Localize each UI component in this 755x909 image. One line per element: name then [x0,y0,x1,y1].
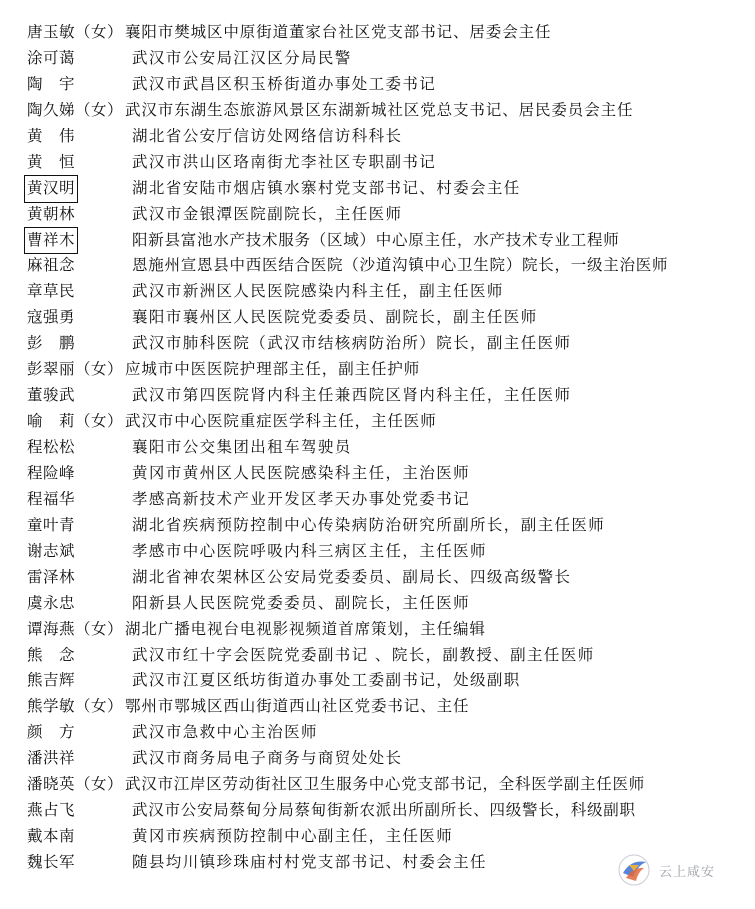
person-title: 武汉市中心医院重症医学科主任，主任医师 [125,412,437,431]
list-item [0,617,755,643]
list-item [0,253,755,279]
watermark-text: 云上咸安 [658,864,715,880]
person-name: 章草民 [27,282,76,301]
person-title: 应城市中医医院护理部主任，副主任护师 [125,360,421,379]
list-item [0,798,755,824]
list-item [0,383,755,409]
person-title: 襄阳市樊城区中原街道董家台社区党支部书记、居委会主任 [125,23,552,41]
list-item [0,487,755,513]
person-name: 燕占飞 [27,801,76,820]
person-title: 武汉市洪山区珞南街尤李社区专职副书记 [132,152,437,171]
person-title: 武汉市肺科医院（武汉市结核病防治所）院长，副主任医师 [132,334,572,353]
person-title: 随县均川镇珍珠庙村村党支部书记、村委会主任 [132,853,487,871]
person-title: 武汉市商务局电子商务与商贸处处长 [132,749,403,768]
person-name: 魏长军 [27,853,76,871]
person-title: 黄冈市疾病预防控制中心副主任，主任医师 [132,827,454,846]
person-name: 潘洪祥 [27,749,76,768]
person-name: 虞永忠 [27,593,76,612]
person-name: 黄 伟 [27,126,76,145]
list-item [0,228,755,254]
person-name: 彭翠丽（女） [27,360,124,379]
list-item [0,124,755,150]
person-name: 涂可蔼 [27,48,76,67]
person-name: 熊 念 [27,645,76,664]
person-name: 戴本南 [27,827,76,846]
person-title: 武汉市东湖生态旅游风景区东湖新城社区党总支书记、居民委员会主任 [125,100,634,119]
list-item [0,565,755,591]
list-item [0,643,755,669]
person-name: 寇强勇 [27,308,76,327]
list-item [0,357,755,383]
watermark [617,853,715,887]
person-title: 武汉市公安局江汉区分局民警 [132,48,352,67]
person-name: 潘晓英（女） [27,775,124,794]
person-title: 武汉市新洲区人民医院感染内科主任，副主任医师 [132,282,504,301]
list-item [0,176,755,202]
list-item [0,305,755,331]
person-name: 陶 宇 [27,74,76,93]
list-item [0,279,755,305]
list-item [0,409,755,435]
person-title: 襄阳市襄州区人民医院党委委员、副院长，副主任医师 [132,308,538,327]
honoree-list [0,20,755,876]
list-item [0,98,755,124]
person-title: 武汉市红十字会医院党委副书记 、院长，副教授、副主任医师 [132,645,595,664]
person-title: 武汉市武昌区积玉桥街道办事处工委书记 [132,74,437,93]
person-name: 程险峰 [27,463,76,482]
person-name: 麻祖念 [27,256,76,275]
person-name: 熊学敏（女） [27,697,124,716]
person-name: 程福华 [27,489,76,508]
list-item [0,513,755,539]
list-item [0,150,755,176]
list-item [0,20,755,46]
person-name: 陶久娣（女） [27,100,124,119]
person-title: 恩施州宣恩县中西医结合医院（沙道沟镇中心卫生院）院长，一级主治医师 [132,256,669,275]
person-name: 雷泽林 [27,567,76,586]
person-name: 喻 莉（女） [27,412,124,431]
list-item [0,746,755,772]
person-name: 熊吉辉 [27,671,76,690]
person-title: 武汉市急救中心主治医师 [132,723,318,742]
person-title: 武汉市江岸区劳动街社区卫生服务中心党支部书记，全科医学副主任医师 [125,775,646,794]
person-title: 鄂州市鄂城区西山街道西山社区党委书记、主任 [125,697,470,716]
person-title: 湖北省疾病预防控制中心传染病防治研究所副所长，副主任医师 [132,515,606,534]
person-title: 阳新县富池水产技术服务（区域）中心原主任，水产技术专业工程师 [132,230,620,249]
list-item [0,46,755,72]
list-item [0,461,755,487]
list-item [0,668,755,694]
person-name: 唐玉敏（女） [27,23,124,41]
person-title: 湖北广播电视台电视影视频道首席策划，主任编辑 [125,619,486,638]
person-title: 武汉市公安局蔡甸分局蔡甸街新农派出所副所长、四级警长，科级副职 [132,801,636,820]
person-title: 武汉市第四医院肾内科主任兼西院区肾内科主任，主任医师 [132,386,572,405]
list-item [0,694,755,720]
list-item [0,331,755,357]
person-name: 彭 鹏 [27,334,76,353]
list-item [0,202,755,228]
person-title: 孝感高新技术产业开发区孝天办事处党委书记 [132,489,471,508]
person-title: 黄冈市黄州区人民医院感染科主任，主治医师 [132,463,471,482]
person-title: 武汉市江夏区纸坊街道办事处工委副书记，处级副职 [132,671,521,690]
yunshang-logo-icon [617,853,651,887]
person-name: 童叶青 [27,515,76,534]
person-title: 武汉市金银潭医院副院长，主任医师 [132,204,403,223]
person-name: 黄汉明 [25,176,77,202]
person-name: 黄 恒 [27,152,76,171]
person-name: 谭海燕（女） [27,619,124,638]
person-name: 曹祥木 [25,228,77,254]
person-name: 董骏武 [27,386,76,405]
person-name: 颜 方 [27,723,76,742]
person-name: 黄朝林 [27,204,76,223]
person-title: 襄阳市公交集团出租车驾驶员 [132,438,352,456]
person-title: 湖北省公安厅信访处网络信访科科长 [132,126,403,145]
person-title: 湖北省神农架林区公安局党委委员、副局长、四级高级警长 [132,567,572,586]
person-name: 程松松 [27,438,76,456]
list-item [0,591,755,617]
person-title: 阳新县人民医院党委委员、副院长，主任医师 [132,593,471,612]
list-item [0,539,755,565]
list-item [0,720,755,746]
person-title: 孝感市中心医院呼吸内科三病区主任，主任医师 [132,541,487,560]
list-item [0,824,755,850]
person-name: 谢志斌 [27,541,76,560]
list-item [0,72,755,98]
list-item [0,435,755,461]
list-item [0,772,755,798]
person-title: 湖北省安陆市烟店镇水寨村党支部书记、村委会主任 [132,178,521,197]
